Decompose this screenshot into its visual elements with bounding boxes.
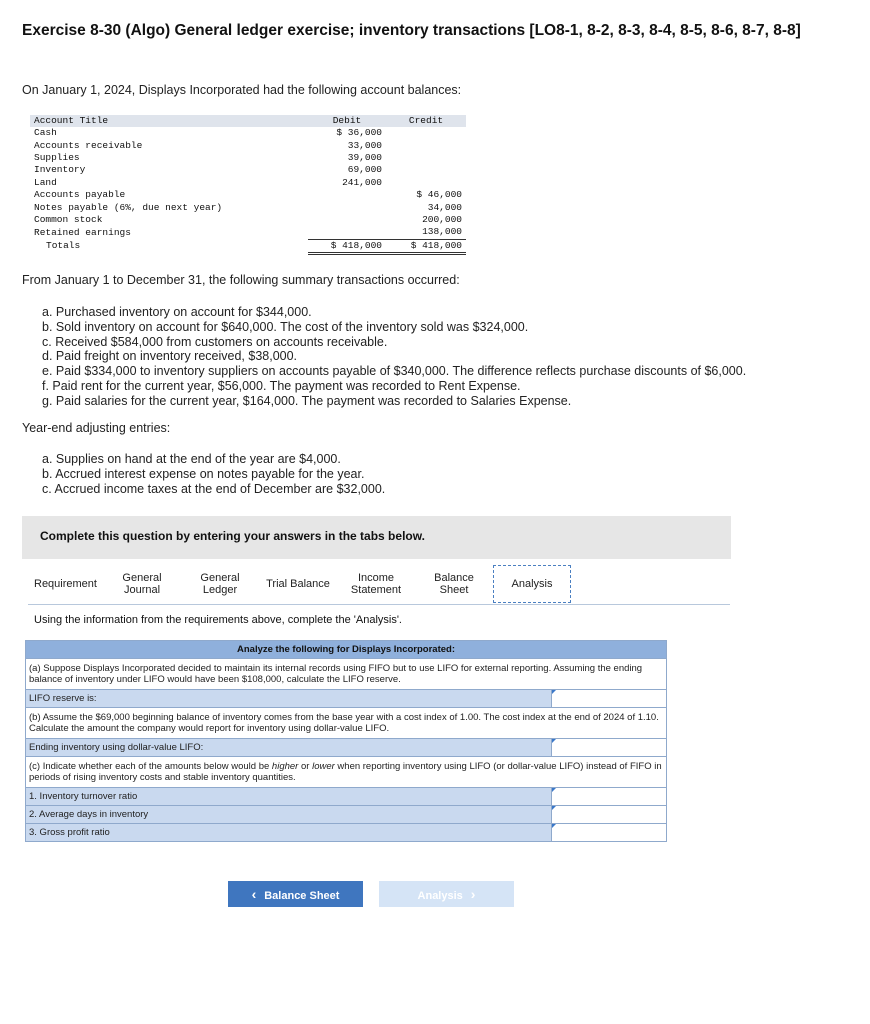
lifo-reserve-input[interactable] [552,691,666,706]
tab-requirement[interactable]: Requirement [34,578,97,590]
average-days-label: 2. Average days in inventory [26,806,552,824]
tab-balance-sheet[interactable]: Balance Sheet [434,572,474,596]
question-b-text: (b) Assume the $69,000 beginning balance of inventory comes from the base year with a cost index of 1.00. The cost index at the end of 2024 of 1.10. Calculate the amount the company would report for inventory using dollar-value LIFO. [26,708,667,739]
totals-row [30,239,466,253]
page-title: Exercise 8-30 (Algo) General ledger exercise; inventory transactions [LO8-1, 8-2, 8-3, 8-4, 8-5, 8-6, 8-7, 8-8] [22,22,801,39]
total-debit: $ 418,000 [308,239,386,253]
table-row: Retained earnings 138,000 [34,226,462,238]
chevron-right-icon: › [470,886,476,902]
dollar-value-lifo-label: Ending inventory using dollar-value LIFO: [26,739,552,757]
chevron-left-icon: ‹ [251,886,257,902]
inventory-turnover-cell [552,788,667,806]
table-row: Common stock 200,000 [34,213,462,225]
list-item: c. Accrued income taxes at the end of December are $32,000. [42,481,386,496]
table-row: Supplies 39,000 [34,151,382,163]
total-credit: $ 418,000 [386,239,466,253]
lifo-reserve-label: LIFO reserve is: [26,690,552,708]
dollar-value-lifo-cell [552,739,667,757]
lifo-reserve-cell [552,690,667,708]
question-c-text: (c) Indicate whether each of the amounts below would be higher or lower when reporting inventory using LIFO (or dollar-value LIFO) instead of FIFO in periods of rising inventory costs and stable inventory quantities. [26,757,667,788]
account-balances-table [30,115,466,255]
list-item: f. Paid rent for the current year, $56,000. The payment was recorded to Rent Expense. [42,378,521,393]
table-row: Cash $ 36,000 [34,127,382,139]
tab-general-ledger[interactable]: General Ledger [200,572,240,596]
average-days-select[interactable] [552,807,666,822]
tab-bar [28,565,571,603]
inventory-turnover-label: 1. Inventory turnover ratio [26,788,552,806]
list-item: e. Paid $334,000 to inventory suppliers on accounts payable of $340,000. The difference reflects purchase discounts of $6,000. [42,364,747,379]
adjustments-list [42,452,385,496]
table-row: Inventory 69,000 [34,164,382,176]
average-days-cell [552,806,667,824]
yearend-title: Year-end adjusting entries: [22,421,171,435]
inventory-turnover-select[interactable] [552,789,666,804]
analysis-header: Analyze the following for Displays Incorporated: [26,641,667,659]
table-row: Accounts receivable 33,000 [34,139,382,151]
analysis-instruction: Using the information from the requirements above, complete the 'Analysis'. [34,614,402,626]
gross-profit-cell [552,824,667,842]
intro-text: On January 1, 2024, Displays Incorporated had the following account balances: [22,83,462,97]
list-item: a. Supplies on hand at the end of the year are $4,000. [42,452,341,466]
list-item: b. Sold inventory on account for $640,000. The cost of the inventory sold was $324,000. [42,319,529,334]
table-row: Land 241,000 [34,176,382,188]
list-item: a. Purchased inventory on account for $344,000. [42,305,312,319]
list-item: g. Paid salaries for the current year, $164,000. The payment was recorded to Salaries Expense. [42,393,572,408]
analysis-table [25,640,667,842]
dollar-value-lifo-input[interactable] [552,740,666,755]
prev-button-label: Balance Sheet [264,890,340,902]
next-button-analysis[interactable] [379,881,514,907]
totals-label: Totals [46,240,81,252]
gross-profit-select[interactable] [552,825,666,840]
column-header-debit: Debit [308,115,386,127]
table-row: Accounts payable $ 46,000 [34,189,462,201]
question-a-text: (a) Suppose Displays Incorporated decided to maintain its internal records using FIFO but to use LIFO for external reporting. Assuming the ending balance of inventory under LIFO would have been $108,000, calculate the LIFO reserve. [26,659,667,690]
list-item: c. Received $584,000 from customers on accounts receivable. [42,334,388,349]
tab-trial-balance[interactable]: Trial Balance [266,578,330,590]
transactions-intro: From January 1 to December 31, the following summary transactions occurred: [22,273,460,287]
gross-profit-label: 3. Gross profit ratio [26,824,552,842]
table-row: Notes payable (6%, due next year) 34,000 [34,201,462,213]
list-item: b. Accrued interest expense on notes payable for the year. [42,466,365,481]
tab-analysis[interactable]: Analysis [493,565,571,603]
transactions-list [42,305,746,409]
instructions-banner [22,516,731,559]
next-button-label: Analysis [417,890,463,902]
prev-button-balance-sheet[interactable] [228,881,363,907]
tab-general-journal[interactable]: General Journal [122,572,162,596]
tab-income-statement[interactable]: Income Statement [350,572,402,596]
tab-divider [28,604,730,605]
table-header-row [30,115,466,127]
column-header-credit: Credit [386,115,466,127]
list-item: d. Paid freight on inventory received, $38,000. [42,349,298,364]
instructions-banner-text: Complete this question by entering your answers in the tabs below. [40,529,425,543]
column-header-account: Account Title [30,115,308,127]
